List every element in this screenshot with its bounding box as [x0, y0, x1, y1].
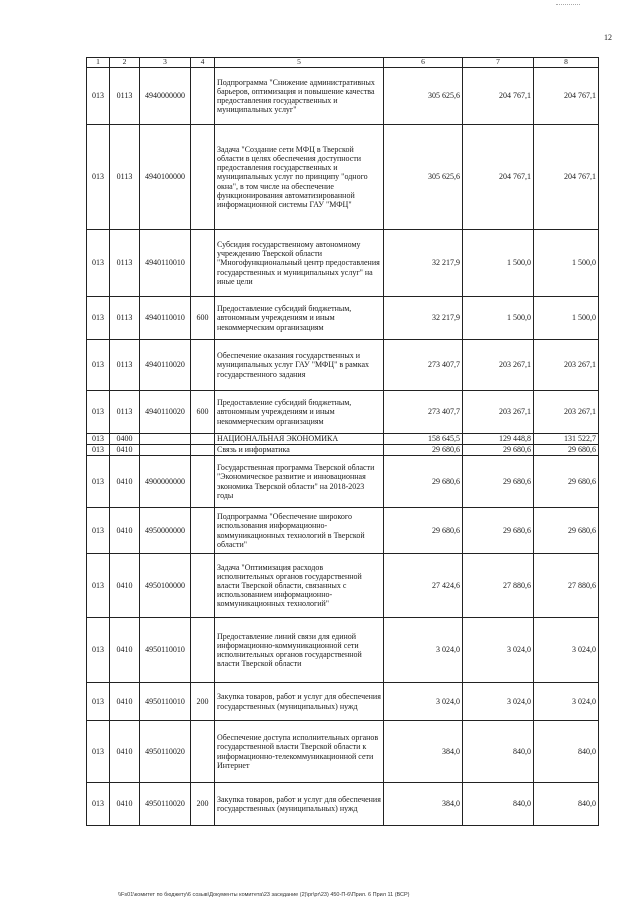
budget-table: [86, 57, 599, 826]
cell-expense-type: [191, 721, 215, 783]
cell-expense-type: [191, 125, 215, 230]
page-number: 12: [604, 33, 612, 42]
cell-department-code: 013: [87, 340, 110, 391]
cell-expense-type: [191, 554, 215, 618]
cell-target-article: 4950110010: [140, 683, 191, 721]
cell-description: Предоставление линий связи для единой информационно-коммуникационной сети исполнительных органов государственной власти Тверской области: [215, 618, 384, 683]
cell-description: Государственная программа Тверской области "Экономическое развитие и инновационная экономика Тверской области" на 2018-2023 годы: [215, 456, 384, 508]
cell-description: Связь и информатика: [215, 445, 384, 456]
cell-amount-year1: 305 625,6: [384, 125, 463, 230]
cell-target-article: 4940100000: [140, 125, 191, 230]
cell-description: Подпрограмма "Снижение административных барьеров, оптимизация и повышение качества предоставления государственных и муниципальных услуг": [215, 68, 384, 125]
cell-description: Задача "Оптимизация расходов исполнительных органов государственной власти Тверской области, связанных с использованием информационно-коммуникационных технологий": [215, 554, 384, 618]
cell-amount-year2: 204 767,1: [463, 68, 534, 125]
table-row: [87, 721, 599, 783]
column-header: 3: [140, 58, 191, 68]
cell-amount-year3: 3 024,0: [534, 618, 599, 683]
cell-expense-type: [191, 68, 215, 125]
table-row: [87, 125, 599, 230]
cell-description: Субсидия государственному автономному учреждению Тверской области "Многофункциональный центр предоставления государственных и муниципальных услуг" на иные цели: [215, 230, 384, 297]
cell-description: Обеспечение доступа исполнительных органов государственной власти Тверской области к информационно-телекоммуникационной сети Интернет: [215, 721, 384, 783]
cell-amount-year3: 29 680,6: [534, 508, 599, 554]
cell-amount-year3: 3 024,0: [534, 683, 599, 721]
cell-target-article: 4940110010: [140, 230, 191, 297]
table-row: [87, 68, 599, 125]
cell-target-article: 4940110020: [140, 391, 191, 434]
cell-amount-year2: 203 267,1: [463, 391, 534, 434]
cell-expense-type: [191, 618, 215, 683]
cell-target-article: 4940110010: [140, 297, 191, 340]
cell-amount-year3: 131 522,7: [534, 434, 599, 445]
cell-amount-year3: 27 880,6: [534, 554, 599, 618]
cell-section-code: 0113: [110, 125, 140, 230]
cell-target-article: 4950110010: [140, 618, 191, 683]
cell-section-code: 0410: [110, 508, 140, 554]
cell-amount-year3: 1 500,0: [534, 230, 599, 297]
cell-expense-type: 600: [191, 391, 215, 434]
cell-section-code: 0113: [110, 340, 140, 391]
scan-mark: [556, 4, 580, 6]
cell-amount-year1: 29 680,6: [384, 456, 463, 508]
cell-amount-year3: 1 500,0: [534, 297, 599, 340]
cell-expense-type: 200: [191, 683, 215, 721]
cell-amount-year2: 3 024,0: [463, 618, 534, 683]
cell-description: Задача "Создание сети МФЦ в Тверской области в целях обеспечения доступности предоставления государственных и муниципальных услуг по принципу "одного окна", в том числе на обеспечение функционирования автоматизированной информационной системы ГАУ "МФЦ": [215, 125, 384, 230]
cell-amount-year2: 29 680,6: [463, 456, 534, 508]
cell-department-code: 013: [87, 391, 110, 434]
table-row: [87, 456, 599, 508]
cell-expense-type: [191, 340, 215, 391]
cell-amount-year2: 129 448,8: [463, 434, 534, 445]
cell-expense-type: [191, 445, 215, 456]
table-row: [87, 230, 599, 297]
cell-amount-year2: 27 880,6: [463, 554, 534, 618]
column-header: 6: [384, 58, 463, 68]
cell-amount-year2: 29 680,6: [463, 445, 534, 456]
column-header: 5: [215, 58, 384, 68]
cell-section-code: 0410: [110, 721, 140, 783]
cell-amount-year1: 32 217,9: [384, 297, 463, 340]
cell-amount-year1: 384,0: [384, 783, 463, 826]
column-header: 7: [463, 58, 534, 68]
cell-section-code: 0113: [110, 391, 140, 434]
cell-amount-year2: 204 767,1: [463, 125, 534, 230]
cell-section-code: 0410: [110, 445, 140, 456]
cell-target-article: 4900000000: [140, 456, 191, 508]
column-header: 2: [110, 58, 140, 68]
cell-description: Закупка товаров, работ и услуг для обеспечения государственных (муниципальных) нужд: [215, 783, 384, 826]
cell-target-article: 4950100000: [140, 554, 191, 618]
cell-amount-year3: 204 767,1: [534, 68, 599, 125]
cell-amount-year3: 840,0: [534, 783, 599, 826]
cell-amount-year2: 29 680,6: [463, 508, 534, 554]
cell-target-article: [140, 434, 191, 445]
cell-amount-year2: 3 024,0: [463, 683, 534, 721]
table-row: [87, 297, 599, 340]
table-row: [87, 683, 599, 721]
file-path-footer: \\Fs01\комитет по бюджету\6 созыв\Документы комитета\23 заседание (2)\pr\pr\23) 450-П-6\Прил. 6 Прил 11 (ВСР): [118, 892, 410, 898]
cell-expense-type: 200: [191, 783, 215, 826]
cell-description: НАЦИОНАЛЬНАЯ ЭКОНОМИКА: [215, 434, 384, 445]
cell-department-code: 013: [87, 125, 110, 230]
cell-department-code: 013: [87, 230, 110, 297]
cell-amount-year3: 840,0: [534, 721, 599, 783]
cell-target-article: 4950000000: [140, 508, 191, 554]
cell-section-code: 0410: [110, 683, 140, 721]
cell-amount-year1: 305 625,6: [384, 68, 463, 125]
cell-target-article: 4940000000: [140, 68, 191, 125]
cell-expense-type: [191, 508, 215, 554]
cell-department-code: 013: [87, 554, 110, 618]
table-row: [87, 434, 599, 445]
cell-amount-year1: 273 407,7: [384, 391, 463, 434]
table-row: [87, 783, 599, 826]
column-header: 1: [87, 58, 110, 68]
cell-amount-year2: 1 500,0: [463, 230, 534, 297]
cell-target-article: 4950110020: [140, 783, 191, 826]
column-header: 8: [534, 58, 599, 68]
cell-department-code: 013: [87, 721, 110, 783]
cell-section-code: 0410: [110, 783, 140, 826]
cell-department-code: 013: [87, 618, 110, 683]
cell-expense-type: 600: [191, 297, 215, 340]
cell-section-code: 0410: [110, 554, 140, 618]
cell-department-code: 013: [87, 68, 110, 125]
cell-description: Обеспечение оказания государственных и муниципальных услуг ГАУ "МФЦ" в рамках государственного задания: [215, 340, 384, 391]
cell-section-code: 0113: [110, 230, 140, 297]
cell-description: Закупка товаров, работ и услуг для обеспечения государственных (муниципальных) нужд: [215, 683, 384, 721]
cell-section-code: 0410: [110, 618, 140, 683]
cell-amount-year1: 29 680,6: [384, 508, 463, 554]
cell-section-code: 0400: [110, 434, 140, 445]
cell-amount-year1: 27 424,6: [384, 554, 463, 618]
table-row: [87, 554, 599, 618]
cell-amount-year1: 273 407,7: [384, 340, 463, 391]
column-header: 4: [191, 58, 215, 68]
cell-description: Предоставление субсидий бюджетным, автономным учреждениям и иным некоммерческим организациям: [215, 391, 384, 434]
cell-section-code: 0113: [110, 68, 140, 125]
cell-department-code: 013: [87, 683, 110, 721]
cell-amount-year3: 204 767,1: [534, 125, 599, 230]
cell-target-article: 4950110020: [140, 721, 191, 783]
table-header-row: [87, 58, 599, 68]
cell-amount-year3: 29 680,6: [534, 456, 599, 508]
table-row: [87, 340, 599, 391]
cell-department-code: 013: [87, 434, 110, 445]
cell-amount-year1: 32 217,9: [384, 230, 463, 297]
cell-target-article: 4940110020: [140, 340, 191, 391]
cell-amount-year1: 3 024,0: [384, 618, 463, 683]
cell-department-code: 013: [87, 297, 110, 340]
cell-expense-type: [191, 456, 215, 508]
cell-amount-year3: 203 267,1: [534, 391, 599, 434]
cell-department-code: 013: [87, 456, 110, 508]
cell-amount-year1: 158 645,5: [384, 434, 463, 445]
cell-expense-type: [191, 230, 215, 297]
cell-amount-year3: 29 680,6: [534, 445, 599, 456]
cell-amount-year2: 840,0: [463, 783, 534, 826]
cell-amount-year1: 29 680,6: [384, 445, 463, 456]
cell-description: Предоставление субсидий бюджетным, автономным учреждениям и иным некоммерческим организациям: [215, 297, 384, 340]
cell-amount-year3: 203 267,1: [534, 340, 599, 391]
cell-amount-year1: 3 024,0: [384, 683, 463, 721]
cell-department-code: 013: [87, 508, 110, 554]
cell-section-code: 0113: [110, 297, 140, 340]
cell-description: Подпрограмма "Обеспечение широкого использования информационно-коммуникационных технологий в Тверской области": [215, 508, 384, 554]
table-row: [87, 445, 599, 456]
table-row: [87, 618, 599, 683]
table-row: [87, 508, 599, 554]
cell-amount-year2: 1 500,0: [463, 297, 534, 340]
cell-target-article: [140, 445, 191, 456]
cell-section-code: 0410: [110, 456, 140, 508]
cell-department-code: 013: [87, 783, 110, 826]
cell-amount-year1: 384,0: [384, 721, 463, 783]
cell-department-code: 013: [87, 445, 110, 456]
cell-amount-year2: 840,0: [463, 721, 534, 783]
cell-amount-year2: 203 267,1: [463, 340, 534, 391]
table-row: [87, 391, 599, 434]
cell-expense-type: [191, 434, 215, 445]
